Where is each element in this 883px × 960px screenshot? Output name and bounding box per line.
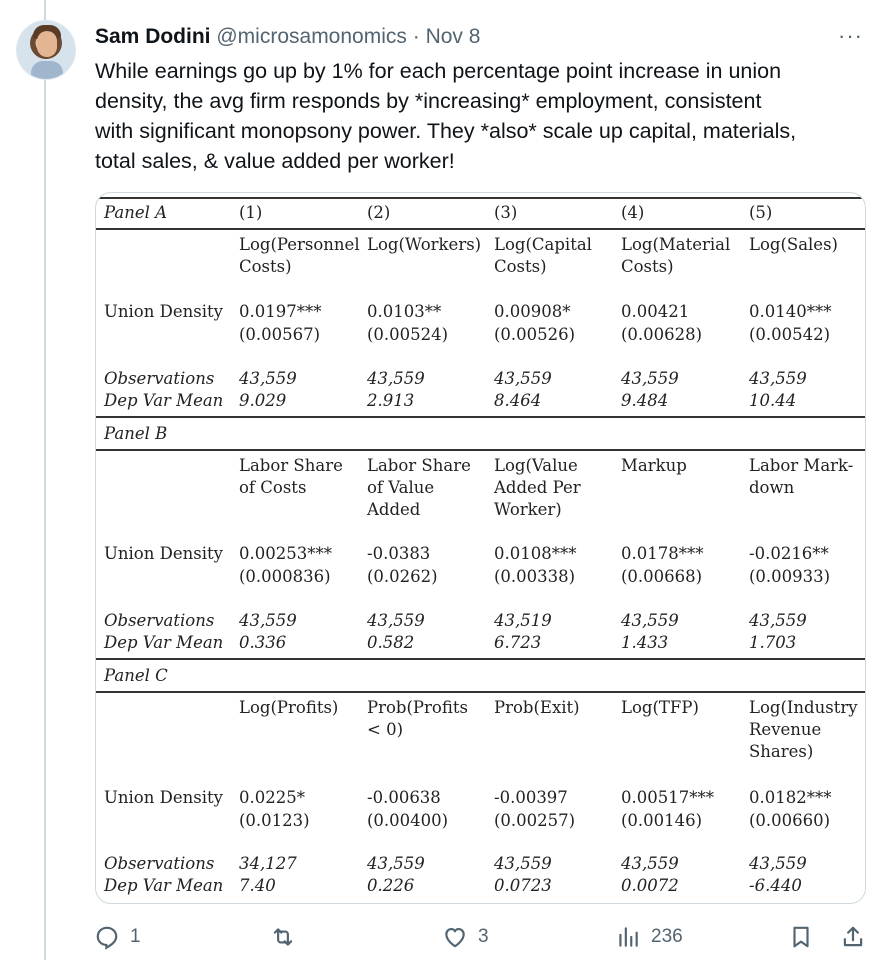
- observations-cell: 43,559: [367, 854, 425, 873]
- tweet-text-line: total sales, & value added per worker!: [95, 149, 455, 173]
- dep-var-mean-cell: 10.44: [749, 391, 797, 410]
- panel-header-rule: [96, 449, 866, 451]
- column-header: Log(Capital: [494, 235, 592, 254]
- observations-cell: 43,559: [621, 854, 679, 873]
- column-header: Labor Mark-: [749, 456, 854, 475]
- row-label-union-density: Union Density: [104, 788, 223, 807]
- row-label-dep-var-mean: Dep Var Mean: [104, 391, 224, 410]
- column-header: of Value: [367, 478, 435, 497]
- observations-cell: 43,559: [749, 369, 807, 388]
- coefficient-cell: -0.0216**: [749, 544, 829, 563]
- column-header: Prob(Exit): [494, 698, 580, 717]
- dep-var-mean-cell: 6.723: [494, 633, 542, 652]
- coefficient-cell: 0.0182***: [749, 788, 832, 807]
- column-header: Costs): [621, 257, 674, 276]
- bookmark-icon: [788, 924, 814, 950]
- column-number: (5): [749, 203, 773, 222]
- column-header: Log(Value: [494, 456, 578, 475]
- share-button[interactable]: [840, 924, 866, 950]
- column-header: Labor Share: [367, 456, 471, 475]
- row-label-observations: Observations: [104, 854, 215, 873]
- panel-end-rule: [96, 416, 866, 418]
- heart-icon: [442, 924, 468, 950]
- avatar-shirt: [31, 61, 63, 80]
- dep-var-mean-cell: 0.0723: [494, 876, 552, 895]
- dep-var-mean-cell: 1.703: [749, 633, 797, 652]
- like-button[interactable]: [442, 924, 489, 950]
- dep-var-mean-cell: 2.913: [367, 391, 415, 410]
- observations-cell: 43,559: [749, 611, 807, 630]
- row-label-union-density: Union Density: [104, 302, 223, 321]
- observations-cell: 43,559: [621, 611, 679, 630]
- reply-button[interactable]: [94, 924, 141, 950]
- coefficient-cell: -0.00397: [494, 788, 568, 807]
- row-label-union-density: Union Density: [104, 544, 223, 563]
- column-number: (3): [494, 203, 518, 222]
- column-header: down: [749, 478, 795, 497]
- row-label-dep-var-mean: Dep Var Mean: [104, 633, 224, 652]
- standard-error-cell: (0.00567): [239, 325, 321, 344]
- coefficient-cell: -0.0383: [367, 544, 431, 563]
- column-header: Log(Workers): [367, 235, 482, 254]
- dep-var-mean-cell: 0.226: [367, 876, 415, 895]
- coefficient-cell: 0.0103**: [367, 302, 442, 321]
- coefficient-cell: 0.0197***: [239, 302, 322, 321]
- standard-error-cell: (0.00933): [749, 567, 831, 586]
- column-header: < 0): [367, 720, 404, 739]
- column-header: of Costs: [239, 478, 307, 497]
- share-icon: [840, 924, 866, 950]
- standard-error-cell: (0.00526): [494, 325, 576, 344]
- dep-var-mean-cell: 0.336: [239, 633, 287, 652]
- column-number: (4): [621, 203, 645, 222]
- panel-name: Panel C: [104, 666, 168, 685]
- coefficient-cell: 0.0108***: [494, 544, 577, 563]
- panel-name: Panel A: [104, 203, 168, 222]
- standard-error-cell: (0.000836): [239, 567, 331, 586]
- author-handle[interactable]: @microsamonomics: [216, 25, 407, 48]
- coefficient-cell: 0.00421: [621, 302, 690, 321]
- views-count: 236: [651, 926, 683, 947]
- column-header: Added Per: [494, 478, 581, 497]
- dep-var-mean-cell: -6.440: [749, 876, 802, 895]
- observations-cell: 43,559: [749, 854, 807, 873]
- tweet-header: [95, 24, 480, 50]
- column-header: Worker): [494, 500, 562, 519]
- avatar-face: [37, 31, 57, 57]
- column-header: Costs): [494, 257, 547, 276]
- standard-error-cell: (0.00542): [749, 325, 831, 344]
- tweet-date[interactable]: Nov 8: [425, 25, 481, 48]
- standard-error-cell: (0.00146): [621, 811, 703, 830]
- like-count: 3: [478, 926, 489, 947]
- coefficient-cell: 0.00517***: [621, 788, 714, 807]
- panel-name: Panel B: [104, 424, 168, 443]
- column-header: Prob(Profits: [367, 698, 468, 717]
- header-separator: ·: [412, 25, 420, 48]
- column-header: Log(Profits): [239, 698, 339, 717]
- column-number: (2): [367, 203, 391, 222]
- author-name[interactable]: Sam Dodini: [95, 25, 211, 48]
- standard-error-cell: (0.00400): [367, 811, 449, 830]
- observations-cell: 43,559: [621, 369, 679, 388]
- dep-var-mean-cell: 7.40: [239, 876, 276, 895]
- column-header: Labor Share: [239, 456, 343, 475]
- column-header: Log(Personnel: [239, 235, 360, 254]
- dep-var-mean-cell: 8.464: [494, 391, 542, 410]
- standard-error-cell: (0.00668): [621, 567, 703, 586]
- tweet-actions: [0, 918, 883, 958]
- panel-end-rule: [96, 658, 866, 660]
- observations-cell: 43,559: [239, 369, 297, 388]
- panel-header-rule: [96, 691, 866, 693]
- retweet-icon: [270, 924, 296, 950]
- standard-error-cell: (0.0262): [367, 567, 438, 586]
- more-options-icon[interactable]: ···: [838, 23, 863, 48]
- column-header: Shares): [749, 742, 814, 761]
- tweet-text-line: density, the avg firm responds by *increasing* employment, consistent: [95, 89, 762, 113]
- standard-error-cell: (0.00338): [494, 567, 576, 586]
- standard-error-cell: (0.00524): [367, 325, 449, 344]
- reply-count: 1: [130, 926, 141, 947]
- retweet-button[interactable]: [270, 924, 306, 950]
- column-header: Markup: [621, 456, 687, 475]
- dep-var-mean-cell: 1.433: [621, 633, 669, 652]
- table-top-rule: [96, 197, 866, 199]
- tweet-text-line: While earnings go up by 1% for each percentage point increase in union: [95, 59, 782, 83]
- column-header: Costs): [239, 257, 292, 276]
- views-chart-icon: [615, 924, 641, 950]
- dep-var-mean-cell: 0.0072: [621, 876, 679, 895]
- column-header: Log(Sales): [749, 235, 838, 254]
- column-header: Log(TFP): [621, 698, 699, 717]
- tweet-text-line: with significant monopsony power. They *also* scale up capital, materials,: [95, 119, 797, 143]
- dep-var-mean-cell: 0.582: [367, 633, 415, 652]
- observations-cell: 43,519: [494, 611, 552, 630]
- panel-header-rule: [96, 228, 866, 230]
- observations-cell: 43,559: [239, 611, 297, 630]
- standard-error-cell: (0.00628): [621, 325, 703, 344]
- standard-error-cell: (0.0123): [239, 811, 310, 830]
- observations-cell: 43,559: [367, 611, 425, 630]
- column-header: Added: [367, 500, 421, 519]
- tweet-media-image[interactable]: [95, 192, 866, 904]
- coefficient-cell: 0.00253***: [239, 544, 332, 563]
- column-number: (1): [239, 203, 263, 222]
- tweet-text: [95, 56, 865, 176]
- observations-cell: 43,559: [494, 369, 552, 388]
- column-header: Log(Material: [621, 235, 731, 254]
- thread-line: [44, 0, 46, 960]
- observations-cell: 43,559: [494, 854, 552, 873]
- column-header: Revenue: [749, 720, 822, 739]
- coefficient-cell: -0.00638: [367, 788, 441, 807]
- coefficient-cell: 0.0140***: [749, 302, 832, 321]
- coefficient-cell: 0.0178***: [621, 544, 704, 563]
- row-label-observations: Observations: [104, 611, 215, 630]
- standard-error-cell: (0.00660): [749, 811, 831, 830]
- coefficient-cell: 0.00908*: [494, 302, 571, 321]
- dep-var-mean-cell: 9.484: [621, 391, 669, 410]
- column-header: Log(Industry: [749, 698, 858, 717]
- dep-var-mean-cell: 9.029: [239, 391, 287, 410]
- observations-cell: 34,127: [239, 854, 297, 873]
- coefficient-cell: 0.0225*: [239, 788, 305, 807]
- avatar[interactable]: [16, 20, 76, 80]
- bookmark-button[interactable]: [788, 924, 814, 950]
- reply-icon: [94, 924, 120, 950]
- standard-error-cell: (0.00257): [494, 811, 576, 830]
- observations-cell: 43,559: [367, 369, 425, 388]
- row-label-observations: Observations: [104, 369, 215, 388]
- row-label-dep-var-mean: Dep Var Mean: [104, 876, 224, 895]
- views-button[interactable]: [615, 924, 683, 950]
